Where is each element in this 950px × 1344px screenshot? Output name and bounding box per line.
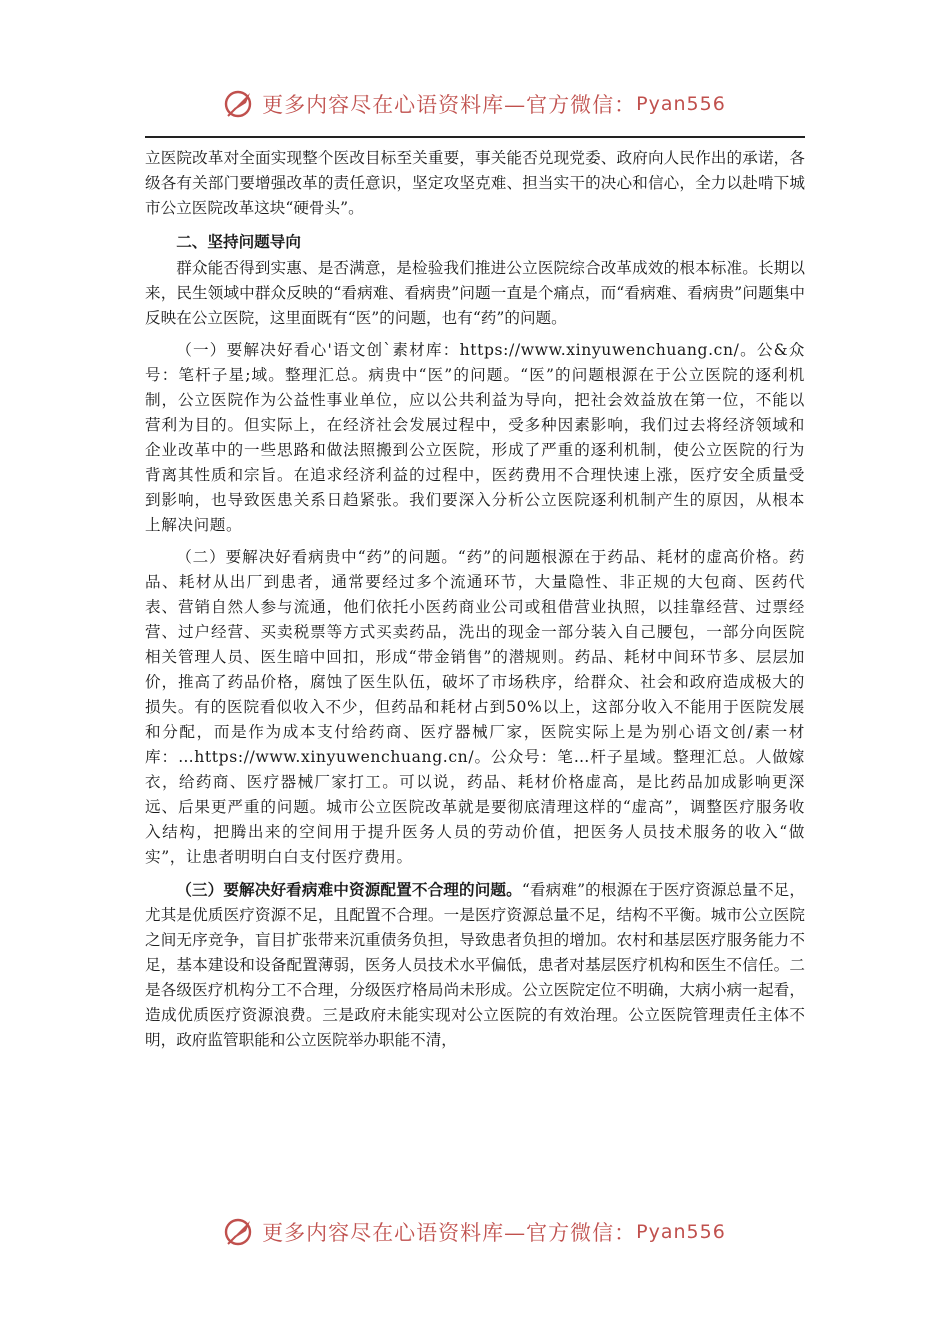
footer-wechat-id: Pyan556 — [636, 1221, 726, 1243]
paragraph-three-body: “看病难”的根源在于医疗资源总量不足，尤其是优质医疗资源不足，且配置不合理。一是医疗资源总量不足，结构不平衡。城市公立医院之间无序竞争，盲目扩张带来沉重债务负担，导致患者负担的增加。农村和基层医疗服务能力不足，基本建设和设备配置薄弱，医务人员技术水平偏低，患者对基层医疗机构和医生不信任。二是各级医疗机构分工不合理，分级医疗格局尚未形成。公立医院定位不明确，大病小病一起看，造成优质医疗资源浪费。三是政府未能实现对公立医院的有效治理。公立医院管理责任主体不明，政府监管职能和公立医院举办职能不清， — [145, 881, 805, 1049]
paragraph-one: （一）要解决好看心'语文创`素材库：https://www.xinyuwenchuang.cn/。公&众号：笔杆子星;域。整理汇总。病贵中“医”的问题。“医”的问题根源在于公立医院的逐利机制，公立医院作为公益性事业单位，应以公共利益为导向，把社会效益放在第一位，不能以营利为目的。但实际上，在经济社会发展过程中，受多种因素影响，我们过去将经济领域和企业改革中的一些思路和做法照搬到公立医院，形成了严重的逐利机制，使公立医院的行为背离其性质和宗旨。在追求经济利益的过程中，医药费用不合理快速上涨，医疗安全质量受到影响，也导致医患关系日趋紧张。我们要深入分析公立医院逐利机制产生的原因，从根本上解决问题。 — [145, 341, 805, 534]
quill-logo-icon — [224, 89, 254, 119]
paragraph-intro: 群众能否得到实惠、是否满意，是检验我们推进公立医院综合改革成效的根本标准。长期以来，民生领域中群众反映的“看病难、看病贵”问题一直是个痛点，而“看病难、看病贵”问题集中反映在公立医院，这里面既有“医”的问题，也有“药”的问题。 — [145, 259, 805, 327]
footer-banner — [0, 1212, 950, 1252]
paragraph-two: （二）要解决好看病贵中“药”的问题。“药”的问题根源在于药品、耗材的虚高价格。药品、耗材从出厂到患者，通常要经过多个流通环节，大量隐性、非正规的大包商、医药代表、营销自然人参与流通，他们依托小医药商业公司或租借营业执照，以挂靠经营、过票经营、过户经营、买卖税票等方式买卖药品，洗出的现金一部分装入自己腰包，一部分向医院相关管理人员、医生暗中回扣，形成“带金销售”的潜规则。药品、耗材中间环节多、层层加价，推高了药品价格，腐蚀了医生队伍，破坏了市场秩序，给群众、社会和政府造成极大的损失。有的医院看似收入不少，但药品和耗材占到50%以上，这部分收入不能用于医院发展和分配，而是作为成本支付给药商、医疗器械厂家，医院实际上是为别心语文创/素一材库：…https://www.xinyuwenchuang.cn/。公众号：笔…杆子星域。整理汇总。人做嫁衣，给药商、医疗器械厂家打工。可以说，药品、耗材价格虚高，是比药品加成影响更深远、后果更严重的问题。城市公立医院改革就是要彻底清理这样的“虚高”，调整医疗服务收入结构，把腾出来的空间用于提升医务人员的劳动价值，把医务人员技术服务的收入“做实”，让患者明明白白支付医疗费用。 — [145, 548, 805, 866]
quill-logo-icon — [224, 1217, 254, 1247]
section-heading: 二、坚持问题导向 — [176, 232, 301, 251]
header-banner — [0, 84, 950, 124]
paragraph-three-lead: （三）要解决好看病难中资源配置不合理的问题。 — [176, 880, 522, 899]
footer-banner-text: 更多内容尽在心语资料库—官方微信： — [262, 1221, 637, 1245]
paragraph-continued: 立医院改革对全面实现整个医改目标至关重要，事关能否兑现党委、政府向人民作出的承诺，各级各有关部门要增强改革的责任意识，坚定攻坚克难、担当实干的决心和信心，全力以赴啃下城市公立医院改革这块“硬骨头”。 — [145, 149, 805, 217]
header-rule — [145, 136, 805, 138]
banner-wechat-id: Pyan556 — [636, 93, 726, 115]
document-body — [145, 146, 805, 1053]
banner-text: 更多内容尽在心语资料库—官方微信： — [262, 93, 637, 117]
paragraph-three — [145, 877, 805, 1053]
